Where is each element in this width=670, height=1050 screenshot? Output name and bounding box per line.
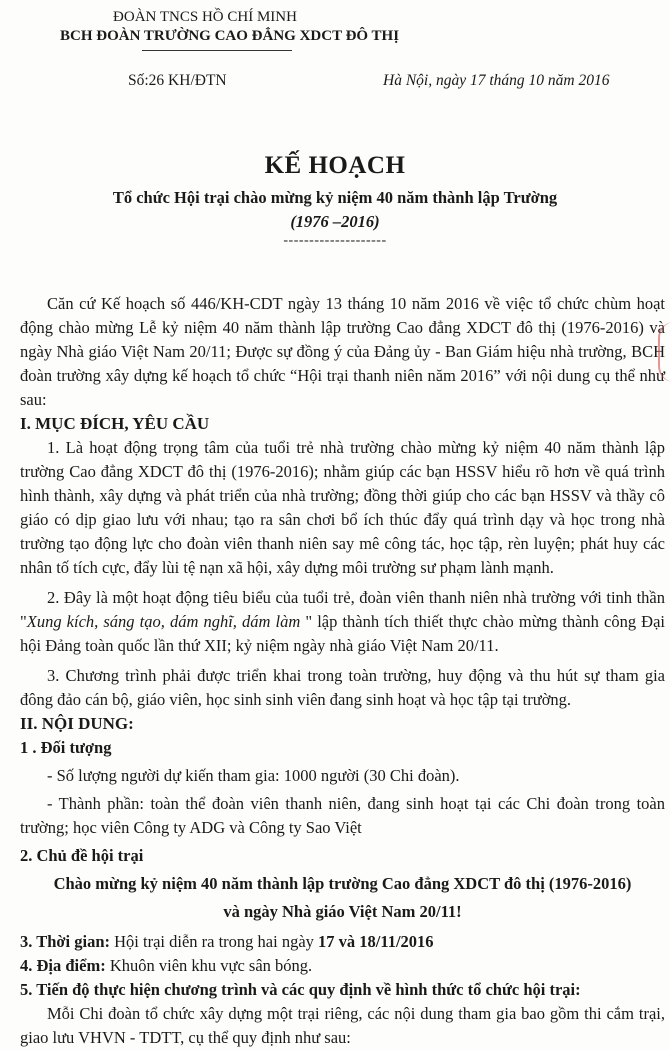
- document-subtitle: Tổ chức Hội trại chào mừng kỷ niệm 40 năm thành lập Trường: [112, 188, 558, 207]
- place-date: Hà Nội, ngày 17 tháng 10 năm 2016: [383, 72, 610, 89]
- theme-line-2: và ngày Nhà giáo Việt Nam 20/11!: [223, 902, 462, 921]
- document-number: Số:26 KH/ĐTN: [128, 72, 227, 89]
- section-1-paragraph-3: 3. Chương trình phải được triển khai trong toàn trường, huy động và thu hút sự tham gia đông đảo cán bộ, giáo viên, học sinh sinh viên đang sinh hoạt và học tập tại trường.: [20, 666, 665, 709]
- sub-1-heading: 1 . Đối tượng: [20, 738, 112, 757]
- document-body: [20, 292, 665, 1050]
- header-underline: [142, 50, 292, 51]
- p2-text-before: 2. Đây là một hoạt động tiêu biểu của tuổi trẻ, đoàn viên thanh niên nhà trường với tinh thần ": [20, 588, 665, 631]
- sub-3-text: Hội trại diễn ra trong hai ngày: [110, 932, 319, 951]
- section-1-heading: I. MỤC ĐÍCH, YÊU CẦU: [20, 414, 210, 433]
- title-divider: --------------------: [283, 233, 387, 248]
- sub-5-paragraph: Mỗi Chi đoàn tổ chức xây dựng một trại riêng, các nội dung tham gia bao gồm thi cắm trại, giao lưu VHVN - TDTT, cụ thể quy định như sau:: [20, 1004, 665, 1047]
- sub-1-item-2: - Thành phần: toàn thể đoàn viên thanh niên, đang sinh hoạt tại các Chi đoàn trong toàn trường; học viên Công ty ADG và Công ty Sao Việt: [20, 794, 665, 837]
- theme-line-1: Chào mừng kỷ niệm 40 năm thành lập trường Cao đẳng XDCT đô thị (1976-2016): [53, 874, 632, 893]
- sub-5-heading: 5. Tiến độ thực hiện chương trình và các quy định về hình thức tổ chức hội trại:: [20, 980, 581, 999]
- sub-3-dates: 17 và 18/11/2016: [318, 932, 434, 951]
- intro-paragraph: Căn cứ Kế hoạch số 446/KH-CDT ngày 13 tháng 10 năm 2016 về việc tổ chức chùm hoạt động chào mừng Lễ kỷ niệm 40 năm thành lập trường Cao đẳng XDCT đô thị (1976-2016) và ngày Nhà giáo Việt Nam 20/11; Được sự đồng ý của Đảng ủy - Ban Giám hiệu nhà trường, BCH đoàn trường xây dựng kế hoạch tổ chức “Hội trại thanh niên năm 2016” với nội dung cụ thể như sau:: [20, 294, 665, 409]
- sub-3-line: [20, 930, 665, 954]
- sub-3-label: 3. Thời gian:: [20, 932, 110, 951]
- sub-4-label: 4. Địa điểm:: [20, 956, 106, 975]
- document-title: KẾ HOẠCH: [264, 152, 406, 179]
- red-stamp-edge: [658, 322, 670, 382]
- sub-4-line: [20, 954, 665, 978]
- p2-slogan: Xung kích, sáng tạo, dám nghĩ, dám làm: [26, 612, 301, 631]
- section-1-paragraph-2: [20, 586, 665, 658]
- sub-2-heading: 2. Chủ đề hội trại: [20, 846, 144, 865]
- section-2-heading: II. NỘI DUNG:: [20, 714, 134, 733]
- org-line-2: BCH ĐOÀN TRƯỜNG CAO ĐẲNG XDCT ĐÔ THỊ: [60, 28, 400, 44]
- p2-text-after: " lập thành tích thiết thực chào mừng thành công Đại hội Đảng toàn quốc lần thứ XII; kỷ niệm ngày nhà giáo Việt Nam 20/11.: [20, 612, 665, 655]
- sub-4-text: Khuôn viên khu vực sân bóng.: [105, 956, 313, 975]
- org-line-1: ĐOÀN TNCS HỒ CHÍ MINH: [113, 9, 297, 25]
- section-1-paragraph-1: 1. Là hoạt động trọng tâm của tuổi trẻ nhà trường chào mừng kỷ niệm 40 năm thành lập trường Cao đẳng XDCT đô thị (1976-2016); nhằm giúp các bạn HSSV hiểu rõ hơn về quá trình hình thành, xây dựng và phát triển của nhà trường; đồng thời giúp cho các bạn HSSV và thầy cô giáo có dịp giao lưu với nhau; tạo ra sân chơi bổ ích thúc đẩy quá trình dạy và học trong nhà trường tạo động lực cho đoàn viên thanh niên say mê công tác, học tập, rèn luyện; phát huy các nhân tố tích cực, đẩy lùi tệ nạn xã hội, xây dựng môi trường sư phạm lành mạnh.: [20, 438, 665, 577]
- document-years: (1976 –2016): [290, 212, 380, 231]
- sub-1-item-1: - Số lượng người dự kiến tham gia: 1000 người (30 Chi đoàn).: [47, 766, 460, 785]
